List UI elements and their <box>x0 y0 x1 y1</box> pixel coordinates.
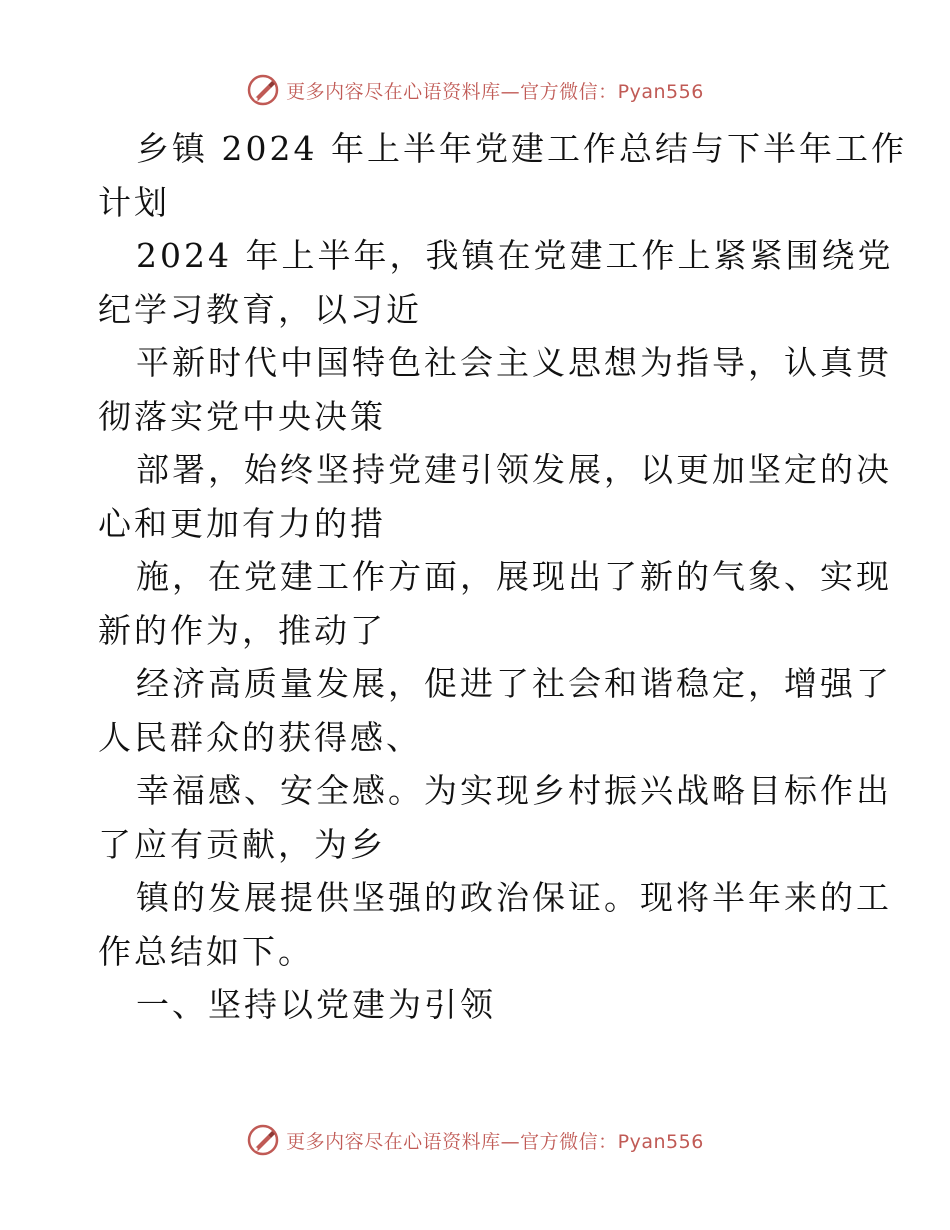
pen-logo-icon <box>246 73 280 107</box>
pen-logo-icon <box>246 1123 280 1157</box>
doc-line: 纪学习教育，以习近 <box>98 289 422 329</box>
doc-line: 部署，始终坚持党建引领发展，以更加坚定的决 <box>136 450 892 489</box>
doc-line: 彻落实党中央决策 <box>98 396 386 436</box>
watermark-text: 更多内容尽在心语资料库—官方微信：Pyan556 <box>286 80 704 103</box>
doc-line: 计划 <box>98 182 170 222</box>
doc-line: 了应有贡献，为乡 <box>98 824 386 864</box>
doc-line: 幸福感、安全感。为实现乡村振兴战略目标作出 <box>136 771 892 810</box>
doc-line: 新的作为，推动了 <box>98 610 386 650</box>
footer-watermark <box>0 1120 950 1160</box>
section-heading: 一、坚持以党建为引领 <box>136 985 496 1024</box>
header-watermark <box>0 70 950 110</box>
doc-line: 作总结如下。 <box>98 931 314 971</box>
watermark-text: 更多内容尽在心语资料库—官方微信：Pyan556 <box>286 1130 704 1153</box>
doc-line: 2024 年上半年，我镇在党建工作上紧紧围绕党 <box>136 236 894 275</box>
document-body <box>98 122 907 1032</box>
doc-line: 施，在党建工作方面，展现出了新的气象、实现 <box>136 557 892 596</box>
doc-line: 经济高质量发展，促进了社会和谐稳定，增强了 <box>136 664 892 703</box>
doc-line: 乡镇 2024 年上半年党建工作总结与下半年工作 <box>136 129 907 168</box>
doc-line: 人民群众的获得感、 <box>98 717 422 757</box>
doc-line: 心和更加有力的措 <box>98 503 386 543</box>
doc-line: 平新时代中国特色社会主义思想为指导，认真贯 <box>136 343 892 382</box>
doc-line: 镇的发展提供坚强的政治保证。现将半年来的工 <box>136 878 892 917</box>
